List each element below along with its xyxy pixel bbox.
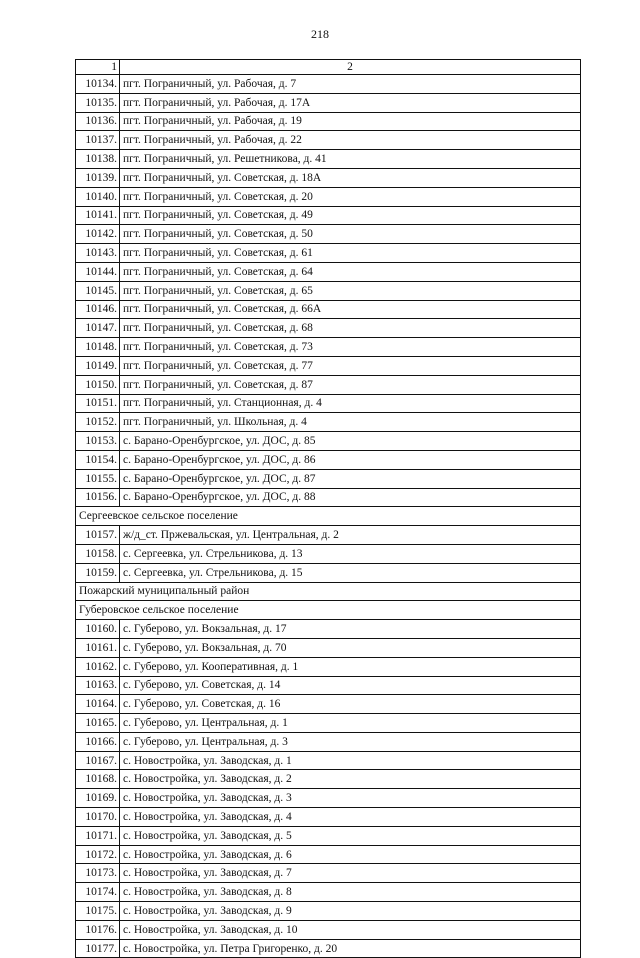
table-row	[76, 469, 581, 488]
row-number: 10146.	[76, 300, 120, 319]
table-row	[76, 356, 581, 375]
row-address: с. Новостройка, ул. Заводская, д. 6	[120, 845, 581, 864]
row-number: 10164.	[76, 695, 120, 714]
table-row	[76, 281, 581, 300]
table-row	[76, 375, 581, 394]
table-header-row	[76, 60, 581, 75]
row-number: 10171.	[76, 826, 120, 845]
table-row	[76, 845, 581, 864]
row-number: 10134.	[76, 75, 120, 94]
table-row	[76, 450, 581, 469]
row-address: пгт. Пограничный, ул. Рабочая, д. 22	[120, 131, 581, 150]
row-address: с. Новостройка, ул. Заводская, д. 8	[120, 883, 581, 902]
row-address: с. Новостройка, ул. Заводская, д. 2	[120, 770, 581, 789]
row-number: 10139.	[76, 168, 120, 187]
row-address: с. Сергеевка, ул. Стрельникова, д. 13	[120, 544, 581, 563]
row-address: пгт. Пограничный, ул. Советская, д. 87	[120, 375, 581, 394]
column-header-number: 1	[76, 60, 120, 75]
table-row	[76, 187, 581, 206]
row-number: 10156.	[76, 488, 120, 507]
row-number: 10177.	[76, 939, 120, 958]
row-address: пгт. Пограничный, ул. Советская, д. 66А	[120, 300, 581, 319]
table-row	[76, 732, 581, 751]
table-row	[76, 620, 581, 639]
section-title: Сергеевское сельское поселение	[76, 507, 581, 526]
row-number: 10148.	[76, 338, 120, 357]
row-number: 10168.	[76, 770, 120, 789]
section-row	[76, 582, 581, 601]
row-address: с. Губерово, ул. Советская, д. 16	[120, 695, 581, 714]
table-row	[76, 394, 581, 413]
row-number: 10136.	[76, 112, 120, 131]
table-row	[76, 150, 581, 169]
table-row	[76, 319, 581, 338]
table-row	[76, 789, 581, 808]
table-row	[76, 488, 581, 507]
row-address: ж/д_ст. Пржевальская, ул. Центральная, д. 2	[120, 526, 581, 545]
row-address: с. Губерово, ул. Вокзальная, д. 70	[120, 638, 581, 657]
table-row	[76, 338, 581, 357]
table-row	[76, 864, 581, 883]
table-row	[76, 262, 581, 281]
row-address: с. Новостройка, ул. Заводская, д. 4	[120, 808, 581, 827]
row-address: с. Губерово, ул. Вокзальная, д. 17	[120, 620, 581, 639]
table-row	[76, 920, 581, 939]
row-number: 10149.	[76, 356, 120, 375]
row-address: с. Сергеевка, ул. Стрельникова, д. 15	[120, 563, 581, 582]
table-row	[76, 883, 581, 902]
table-row	[76, 751, 581, 770]
table-row	[76, 770, 581, 789]
row-number: 10144.	[76, 262, 120, 281]
table-row	[76, 826, 581, 845]
row-number: 10147.	[76, 319, 120, 338]
table-row	[76, 75, 581, 94]
row-number: 10160.	[76, 620, 120, 639]
row-address: пгт. Пограничный, ул. Школьная, д. 4	[120, 413, 581, 432]
row-address: пгт. Пограничный, ул. Рабочая, д. 17А	[120, 93, 581, 112]
section-row	[76, 601, 581, 620]
row-address: пгт. Пограничный, ул. Советская, д. 50	[120, 225, 581, 244]
table-row	[76, 808, 581, 827]
row-address: пгт. Пограничный, ул. Решетникова, д. 41	[120, 150, 581, 169]
row-address: пгт. Пограничный, ул. Советская, д. 61	[120, 244, 581, 263]
column-header-address: 2	[120, 60, 581, 75]
table-row	[76, 638, 581, 657]
section-title: Пожарский муниципальный район	[76, 582, 581, 601]
row-address: пгт. Пограничный, ул. Советская, д. 18А	[120, 168, 581, 187]
row-address: с. Барано-Оренбургское, ул. ДОС, д. 86	[120, 450, 581, 469]
row-number: 10174.	[76, 883, 120, 902]
row-address: с. Барано-Оренбургское, ул. ДОС, д. 87	[120, 469, 581, 488]
table-row	[76, 676, 581, 695]
row-address: пгт. Пограничный, ул. Советская, д. 73	[120, 338, 581, 357]
row-number: 10145.	[76, 281, 120, 300]
section-row	[76, 507, 581, 526]
table-row	[76, 544, 581, 563]
row-address: пгт. Пограничный, ул. Станционная, д. 4	[120, 394, 581, 413]
table-row	[76, 300, 581, 319]
table-row	[76, 131, 581, 150]
table-row	[76, 526, 581, 545]
table-row	[76, 939, 581, 958]
row-address: пгт. Пограничный, ул. Советская, д. 77	[120, 356, 581, 375]
table-row	[76, 206, 581, 225]
row-address: с. Барано-Оренбургское, ул. ДОС, д. 88	[120, 488, 581, 507]
table-body	[76, 75, 581, 958]
row-number: 10167.	[76, 751, 120, 770]
row-address: с. Губерово, ул. Кооперативная, д. 1	[120, 657, 581, 676]
row-number: 10138.	[76, 150, 120, 169]
row-number: 10151.	[76, 394, 120, 413]
table-row	[76, 112, 581, 131]
row-address: пгт. Пограничный, ул. Советская, д. 64	[120, 262, 581, 281]
page-number: 218	[311, 27, 329, 41]
table-row	[76, 244, 581, 263]
table-row	[76, 714, 581, 733]
row-number: 10150.	[76, 375, 120, 394]
row-address: с. Барано-Оренбургское, ул. ДОС, д. 85	[120, 432, 581, 451]
row-number: 10140.	[76, 187, 120, 206]
row-number: 10165.	[76, 714, 120, 733]
row-address: пгт. Пограничный, ул. Советская, д. 20	[120, 187, 581, 206]
table-row	[76, 432, 581, 451]
row-address: с. Губерово, ул. Центральная, д. 3	[120, 732, 581, 751]
address-table	[75, 59, 581, 958]
row-address: пгт. Пограничный, ул. Рабочая, д. 19	[120, 112, 581, 131]
table-row	[76, 563, 581, 582]
section-title: Губеровское сельское поселение	[76, 601, 581, 620]
row-address: с. Новостройка, ул. Заводская, д. 10	[120, 920, 581, 939]
row-number: 10172.	[76, 845, 120, 864]
row-number: 10173.	[76, 864, 120, 883]
row-number: 10176.	[76, 920, 120, 939]
table-row	[76, 695, 581, 714]
table-row	[76, 93, 581, 112]
row-number: 10155.	[76, 469, 120, 488]
table-row	[76, 657, 581, 676]
row-number: 10142.	[76, 225, 120, 244]
row-number: 10152.	[76, 413, 120, 432]
row-number: 10175.	[76, 902, 120, 921]
row-address: с. Новостройка, ул. Заводская, д. 9	[120, 902, 581, 921]
row-number: 10135.	[76, 93, 120, 112]
row-address: с. Губерово, ул. Советская, д. 14	[120, 676, 581, 695]
row-number: 10170.	[76, 808, 120, 827]
row-number: 10137.	[76, 131, 120, 150]
row-address: с. Новостройка, ул. Заводская, д. 5	[120, 826, 581, 845]
table-row	[76, 902, 581, 921]
row-address: с. Новостройка, ул. Заводская, д. 1	[120, 751, 581, 770]
row-address: с. Новостройка, ул. Заводская, д. 3	[120, 789, 581, 808]
row-number: 10162.	[76, 657, 120, 676]
row-address: пгт. Пограничный, ул. Рабочая, д. 7	[120, 75, 581, 94]
row-number: 10161.	[76, 638, 120, 657]
row-number: 10154.	[76, 450, 120, 469]
table-row	[76, 225, 581, 244]
row-address: пгт. Пограничный, ул. Советская, д. 65	[120, 281, 581, 300]
row-number: 10163.	[76, 676, 120, 695]
row-number: 10141.	[76, 206, 120, 225]
row-number: 10153.	[76, 432, 120, 451]
row-number: 10159.	[76, 563, 120, 582]
table-row	[76, 168, 581, 187]
row-address: с. Новостройка, ул. Заводская, д. 7	[120, 864, 581, 883]
row-address: с. Губерово, ул. Центральная, д. 1	[120, 714, 581, 733]
row-number: 10158.	[76, 544, 120, 563]
row-address: пгт. Пограничный, ул. Советская, д. 49	[120, 206, 581, 225]
row-number: 10143.	[76, 244, 120, 263]
row-address: пгт. Пограничный, ул. Советская, д. 68	[120, 319, 581, 338]
row-number: 10157.	[76, 526, 120, 545]
row-address: с. Новостройка, ул. Петра Григоренко, д. 20	[120, 939, 581, 958]
row-number: 10169.	[76, 789, 120, 808]
row-number: 10166.	[76, 732, 120, 751]
table-row	[76, 413, 581, 432]
